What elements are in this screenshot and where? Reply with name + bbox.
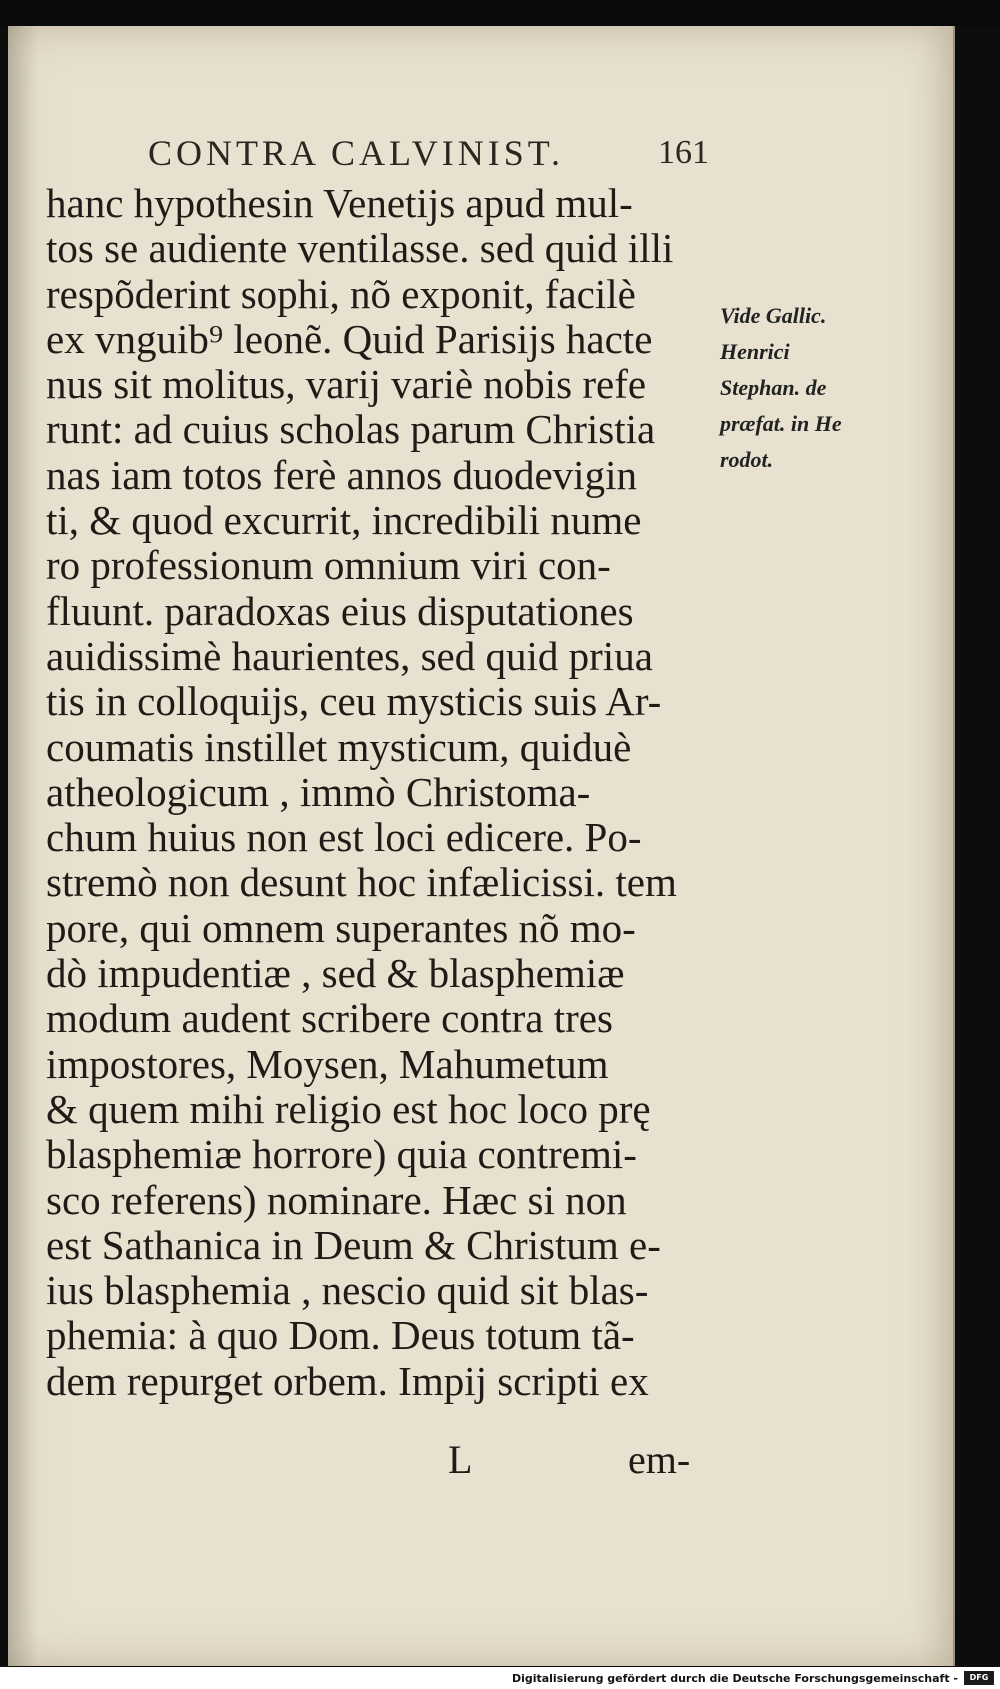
marginal-note-line: præfat. in He <box>720 411 842 436</box>
scan-top-edge <box>0 0 1000 26</box>
text-line: dem repurget orbem. Impij scripti ex <box>46 1357 649 1404</box>
text-line: chum huius non est loci edicere. Po- <box>46 814 642 861</box>
text-line: respõderint sophi, nõ exponit, facilè <box>46 270 636 317</box>
text-line: pore, qui omnem superantes nõ mo- <box>46 904 636 951</box>
text-line: stremò non desunt hoc infælicissi. tem <box>46 859 677 906</box>
marginal-note-line: Vide Gallic. <box>720 303 827 328</box>
text-line: hanc hypothesin Venetijs apud mul- <box>46 180 633 226</box>
text-line: ius blasphemia , nescio quid sit blas- <box>46 1267 649 1314</box>
text-line: impostores, Moysen, Mahumetum <box>46 1040 609 1087</box>
text-line: tis in colloquijs, ceu mysticis suis Ar- <box>46 678 662 725</box>
text-line: ro professionum omnium viri con- <box>46 542 611 589</box>
text-line: phemia: à quo Dom. Deus totum tã- <box>46 1312 635 1359</box>
text-line: nas iam totos ferè annos duodevigin <box>46 451 637 498</box>
text-line: nus sit molitus, varij variè nobis refe <box>46 361 647 408</box>
marginal-note-line: Henrici <box>720 339 790 364</box>
text-line: coumatis instillet mysticum, quiduè <box>46 723 632 770</box>
text-line: blasphemiæ horrore) quia contremi- <box>46 1131 637 1178</box>
marginal-note-line: rodot. <box>720 447 774 472</box>
text-line: atheologicum , immò Christoma- <box>46 768 591 815</box>
footer-credit: Digitalisierung gefördert durch die Deutsche Forschungsgemeinschaft - <box>511 1672 958 1685</box>
running-title: CONTRA CALVINIST. <box>148 133 565 173</box>
text-line: tos se audiente ventilasse. sed quid illi <box>46 225 674 272</box>
marginal-note-line: Stephan. de <box>720 375 827 400</box>
text-line: est Sathanica in Deum & Christum e- <box>46 1221 661 1268</box>
page-header <box>138 104 709 173</box>
text-line: & quem mihi religio est hoc loco prę <box>46 1085 651 1132</box>
text-line: dò impudentiæ , sed & blasphemiæ <box>46 950 625 997</box>
text-line: runt: ad cuius scholas parum Christia <box>46 406 656 453</box>
catchword: em- <box>628 1437 691 1482</box>
marginal-note <box>720 298 870 478</box>
text-line: fluunt. paradoxas eius disputationes <box>46 587 634 634</box>
text-line: auidissimè haurientes, sed quid priua <box>46 632 653 679</box>
text-line: sco referens) nominare. Hæc si non <box>46 1176 627 1223</box>
dfg-logo-icon: DFG <box>964 1671 994 1685</box>
page-number: 161 <box>658 134 709 171</box>
digitization-footer <box>0 1667 1000 1689</box>
book-page <box>8 26 955 1666</box>
text-line: modum audent scribere contra tres <box>46 995 613 1042</box>
body-text <box>46 181 736 1404</box>
signature-mark: L <box>448 1437 473 1482</box>
text-line: ex vnguib⁹ leonẽ. Quid Parisijs hacte <box>46 315 653 362</box>
text-line: ti, & quod excurrit, incredibili nume <box>46 497 642 544</box>
page-foot <box>438 1436 738 1496</box>
